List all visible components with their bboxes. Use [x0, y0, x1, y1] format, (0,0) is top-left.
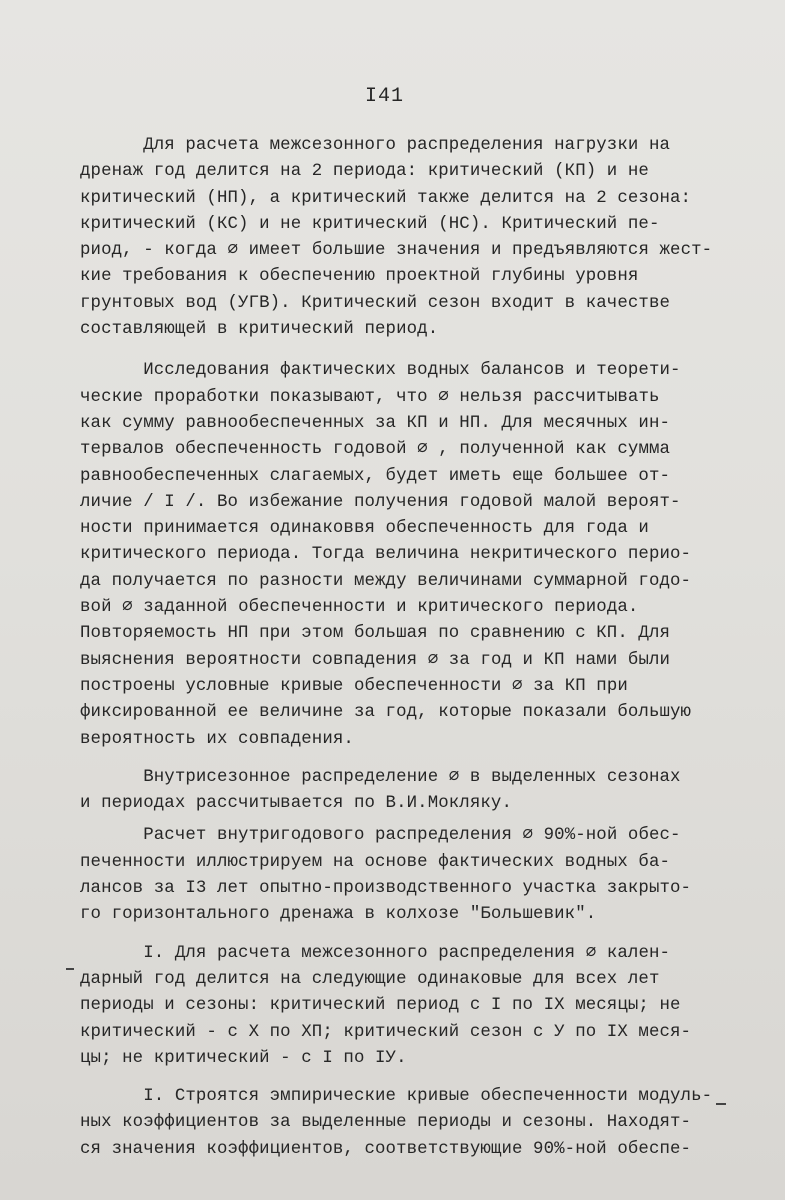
text-line: Повторяемость НП при этом большая по сравнению с КП. Для — [80, 624, 671, 644]
text-line: Для расчета межсезонного распределения нагрузки на — [80, 136, 671, 155]
margin-mark — [66, 968, 74, 970]
text-line: дарный год делится на следующие одинаковые для всех лет — [80, 969, 660, 989]
text-line: Внутрисезонное распределение ∅ в выделенных сезонах — [80, 767, 681, 787]
text-line: личие / I /. Во избежание получения годовой малой вероят- — [80, 492, 681, 512]
text-line: равнообеспеченных слагаемых, будет иметь еще большее от- — [80, 466, 671, 486]
text-line: Расчет внутригодового распределения ∅ 90%-ной обес- — [80, 826, 681, 846]
text-line: Исследования фактических водных балансов и теорети- — [80, 361, 681, 381]
text-line: дренаж год делится на 2 периода: критический (КП) и не — [80, 162, 649, 182]
text-line: да получается по разности между величинами суммарной годо- — [80, 571, 692, 591]
page-number: I41 — [365, 85, 405, 108]
text-line: вой ∅ заданной обеспеченности и критического периода. — [80, 598, 639, 618]
text-line: вероятность их совпадения. — [80, 729, 354, 749]
text-line: периоды и сезоны: критический период с I по IX месяцы; не — [80, 996, 681, 1016]
text-line: I. Для расчета межсезонного распределения ∅ кален- — [80, 943, 671, 963]
text-line: как сумму равнообеспеченных за КП и НП. Для месячных ин- — [80, 413, 671, 433]
text-line: ся значения коэффициентов, соответствующие 90%-ной обеспе- — [80, 1139, 692, 1159]
text-line: го горизонтального дренажа в колхозе "Большевик". — [80, 905, 597, 925]
text-line: составляющей в критический период. — [80, 320, 439, 340]
text-line: печенности иллюстрируем на основе фактических водных ба- — [80, 852, 671, 872]
text-line: выяснения вероятности совпадения ∅ за год и КП нами были — [80, 650, 671, 670]
text-line: критического периода. Тогда величина некритического перио- — [80, 545, 692, 565]
body-text — [80, 133, 720, 1163]
text-line: грунтовых вод (УГВ). Критический сезон входит в качестве — [80, 293, 671, 313]
text-line: ности принимается одинаковвя обеспеченность для года и — [80, 519, 649, 539]
text-line: риод, - когда ∅ имеет большие значения и предъявляются жест- — [80, 241, 713, 261]
text-line: построены условные кривые обеспеченности ∅ за КП при — [80, 676, 628, 696]
text-line: цы; не критический - с I по IУ. — [80, 1048, 407, 1068]
text-line: тервалов обеспеченность годовой ∅ , полученной как сумма — [80, 440, 671, 460]
text-line: ческие проработки показывают, что ∅ нельзя рассчитывать — [80, 387, 660, 407]
text-line: и периодах рассчитывается по В.И.Мокляку. — [80, 794, 512, 814]
text-line: критический - с X по XП; критический сезон с У по IX меся- — [80, 1022, 692, 1042]
text-line: ных коэффициентов за выделенные периоды и сезоны. Находят- — [80, 1113, 692, 1133]
text-line: кие требования к обеспечению проектной глубины уровня — [80, 267, 639, 287]
text-line: фиксированной ее величине за год, которые показали большую — [80, 703, 692, 723]
text-line: I. Строятся эмпирические кривые обеспеченности модуль- — [80, 1087, 713, 1107]
text-line: критический (НП), а критический также делится на 2 сезона: — [80, 188, 692, 208]
text-line: критический (КС) и не критический (НС). Критический пе- — [80, 214, 660, 234]
margin-mark — [716, 1103, 726, 1105]
text-line: лансов за I3 лет опытно-производственного участка закрыто- — [80, 879, 692, 899]
